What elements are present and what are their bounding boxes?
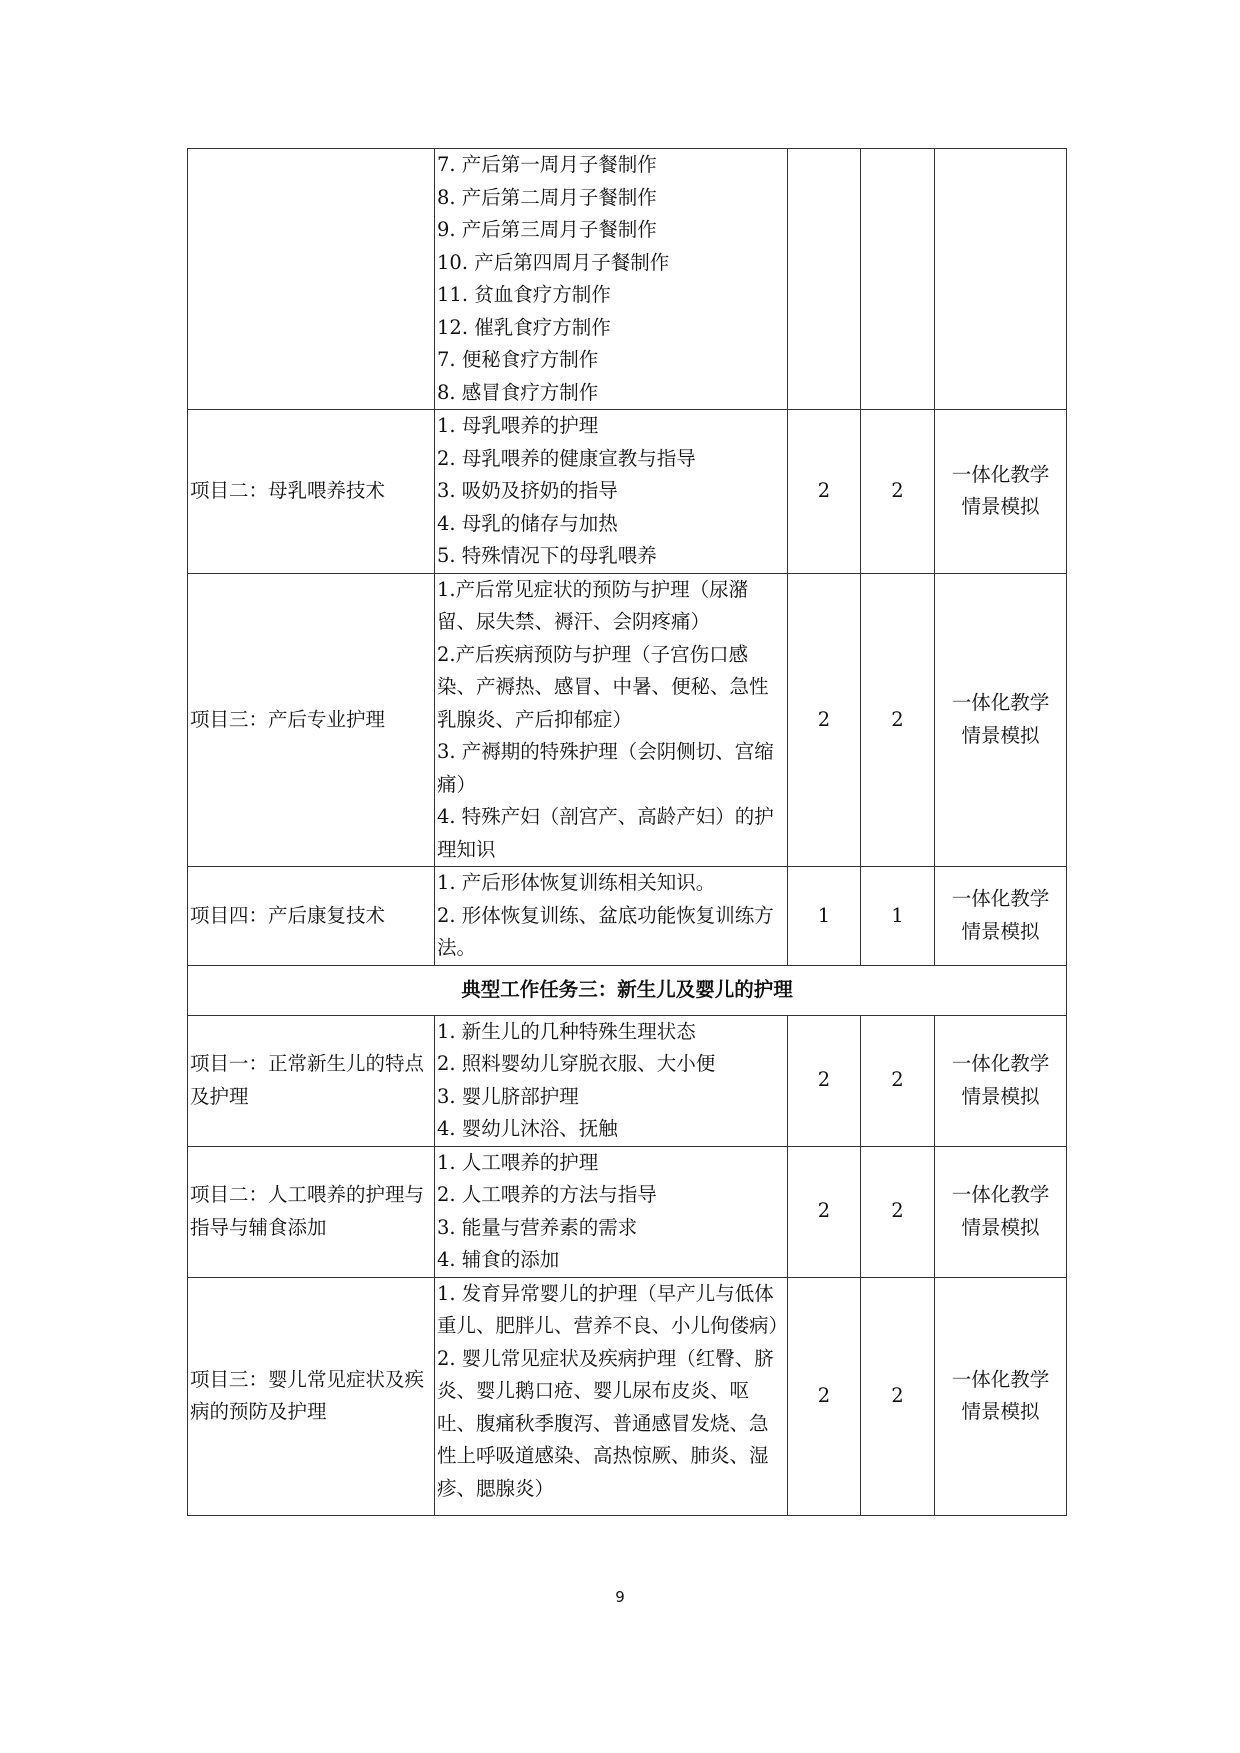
table-row	[188, 1015, 1067, 1146]
content-cell	[435, 149, 788, 410]
content-line: 9. 产后第三周月子餐制作	[437, 218, 657, 241]
course-table-body	[188, 149, 1067, 1516]
content-line: 5. 特殊情况下的母乳喂养	[437, 544, 657, 567]
table-row	[188, 149, 1067, 410]
content-cell	[435, 1277, 788, 1515]
project-name	[188, 149, 435, 410]
table-row	[188, 1146, 1067, 1277]
content-cell	[435, 867, 788, 966]
method-cell	[935, 867, 1067, 966]
hours-cell-2	[861, 149, 935, 410]
content-line: 7. 便秘食疗方制作	[437, 348, 599, 371]
content-line: 2. 婴儿常见症状及疾病护理（红臀、脐炎、婴儿鹅口疮、婴儿尿布皮炎、呕吐、腹痛秋季腹泻、普通感冒发烧、急性上呼吸道感染、高热惊厥、肺炎、湿疹、腮腺炎）	[437, 1346, 774, 1500]
course-table	[187, 148, 1067, 1516]
content-line: 2.产后疾病预防与护理（子宫伤口感染、产褥热、感冒、中暑、便秘、急性乳腺炎、产后抑郁症）	[437, 642, 769, 731]
hours-cell-1: 2	[788, 573, 861, 867]
table-row	[188, 573, 1067, 867]
content-line: 1. 母乳喂养的护理	[437, 414, 599, 437]
method-cell	[935, 1277, 1067, 1515]
project-name: 项目三：婴儿常见症状及疾病的预防及护理	[188, 1277, 435, 1515]
content-line: 2. 照料婴幼儿穿脱衣服、大小便	[437, 1052, 716, 1075]
method-line: 一体化教学	[951, 691, 1050, 715]
hours-cell-1	[788, 149, 861, 410]
content-cell	[435, 573, 788, 867]
method-cell	[935, 1146, 1067, 1277]
project-name: 项目一：正常新生儿的特点及护理	[188, 1015, 435, 1146]
content-line: 4. 婴幼儿沐浴、抚触	[437, 1117, 618, 1140]
content-line: 8. 感冒食疗方制作	[437, 380, 599, 404]
method-cell	[935, 573, 1067, 867]
method-line: 情景模拟	[961, 1084, 1040, 1108]
content-line: 10. 产后第四周月子餐制作	[437, 250, 670, 274]
content-line: 4. 特殊产妇（剖宫产、高龄产妇）的护理知识	[437, 805, 774, 861]
content-line: 3. 吸奶及挤奶的指导	[437, 479, 618, 502]
content-line: 1. 新生儿的几种特殊生理状态	[437, 1019, 696, 1043]
content-line: 1. 人工喂养的护理	[437, 1150, 599, 1174]
method-line: 一体化教学	[951, 1183, 1050, 1206]
hours-cell-1: 2	[788, 1015, 861, 1146]
content-line: 4. 母乳的储存与加热	[437, 511, 618, 535]
method-line: 情景模拟	[961, 1215, 1040, 1239]
method-line: 一体化教学	[951, 887, 1050, 911]
content-line: 4. 辅食的添加	[437, 1248, 560, 1271]
content-line: 7. 产后第一周月子餐制作	[437, 153, 657, 176]
hours-cell-1: 2	[788, 410, 861, 574]
hours-cell-2: 1	[861, 867, 935, 966]
table-row	[188, 867, 1067, 966]
content-line: 1.产后常见症状的预防与护理（尿潴留、尿失禁、褥汗、会阴疼痛）	[437, 577, 749, 633]
project-name: 项目二：母乳喂养技术	[188, 410, 435, 574]
method-line: 情景模拟	[961, 723, 1040, 747]
section-title: 典型工作任务三：新生儿及婴儿的护理	[188, 965, 1067, 1015]
hours-cell-2: 2	[861, 1015, 935, 1146]
content-line: 2. 母乳喂养的健康宣教与指导	[437, 446, 696, 470]
hours-cell-2: 2	[861, 1277, 935, 1515]
table-row	[188, 1277, 1067, 1515]
method-cell	[935, 410, 1067, 574]
content-line: 3. 婴儿脐部护理	[437, 1084, 579, 1108]
content-line: 12. 催乳食疗方制作	[437, 315, 611, 339]
content-line: 11. 贫血食疗方制作	[437, 283, 611, 306]
content-cell	[435, 1146, 788, 1277]
method-line: 情景模拟	[961, 1400, 1040, 1423]
method-line: 情景模拟	[961, 495, 1040, 519]
content-line: 1. 发育异常婴儿的护理（早产儿与低体重儿、肥胖儿、营养不良、小儿佝偻病）	[437, 1281, 789, 1337]
content-line: 2. 人工喂养的方法与指导	[437, 1183, 657, 1206]
hours-cell-1: 2	[788, 1277, 861, 1515]
method-line: 一体化教学	[951, 462, 1050, 486]
hours-cell-2: 2	[861, 410, 935, 574]
project-name: 项目二：人工喂养的护理与指导与辅食添加	[188, 1146, 435, 1277]
project-name: 项目四：产后康复技术	[188, 867, 435, 966]
hours-cell-1: 2	[788, 1146, 861, 1277]
method-cell	[935, 1015, 1067, 1146]
section-row	[188, 965, 1067, 1015]
hours-cell-1: 1	[788, 867, 861, 966]
content-line: 3. 能量与营养素的需求	[437, 1215, 638, 1239]
method-line: 一体化教学	[951, 1367, 1050, 1391]
method-line: 情景模拟	[961, 919, 1040, 943]
page-number: 9	[615, 1588, 625, 1606]
content-cell	[435, 410, 788, 574]
content-line: 8. 产后第二周月子餐制作	[437, 185, 657, 209]
table-row	[188, 410, 1067, 574]
hours-cell-2: 2	[861, 1146, 935, 1277]
hours-cell-2: 2	[861, 573, 935, 867]
content-cell	[435, 1015, 788, 1146]
content-line: 3. 产褥期的特殊护理（会阴侧切、宫缩痛）	[437, 740, 774, 796]
method-line: 一体化教学	[951, 1052, 1050, 1075]
method-cell	[935, 149, 1067, 410]
project-name: 项目三：产后专业护理	[188, 573, 435, 867]
content-line: 2. 形体恢复训练、盆底功能恢复训练方法。	[437, 903, 774, 959]
content-line: 1. 产后形体恢复训练相关知识。	[437, 871, 716, 894]
